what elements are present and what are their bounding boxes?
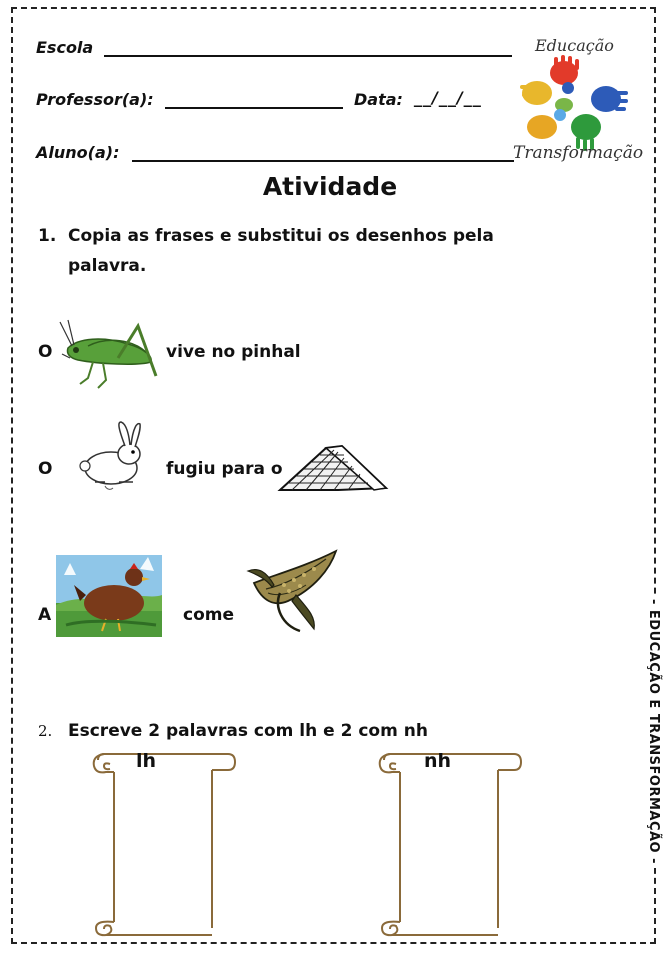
school-label: Escola	[36, 38, 94, 57]
grasshopper-icon	[58, 318, 158, 390]
s2-end: fugiu para o	[166, 459, 283, 479]
hen-icon	[56, 555, 162, 637]
page-title: Atividade	[262, 172, 398, 201]
logo-top-text: Educação	[535, 36, 614, 55]
student-label: Aluno(a):	[36, 143, 120, 162]
s1-end: vive no pinhal	[166, 342, 301, 362]
q2-text: Escreve 2 palavras com lh e 2 com nh	[68, 721, 428, 741]
student-field[interactable]	[132, 160, 514, 162]
logo-mid-text: e	[578, 83, 587, 99]
teacher-field[interactable]	[165, 107, 343, 109]
s1-start: O	[38, 342, 53, 362]
side-watermark-text: - EDUCAÇÃO E TRANSFORMAÇÃO -	[646, 595, 661, 868]
date-field[interactable]: __/__/__	[414, 88, 482, 107]
s3-mid: come	[183, 605, 234, 625]
s2-start: O	[38, 459, 53, 479]
date-label: Data:	[354, 90, 403, 109]
q2-number: 2.	[38, 722, 53, 740]
scroll-nh-area[interactable]	[401, 772, 497, 930]
scroll-nh-label: nh	[424, 750, 452, 772]
q1-number: 1.	[38, 226, 57, 246]
logo-bottom-text: Transformação	[513, 143, 644, 163]
rabbit-icon	[75, 420, 145, 490]
s3-start: A	[38, 605, 52, 625]
roof-icon	[278, 442, 388, 494]
school-field[interactable]	[104, 55, 512, 57]
hands-logo-icon	[520, 55, 640, 155]
scroll-lh-area[interactable]	[115, 772, 211, 930]
q1-text-line1: Copia as frases e substitui os desenhos pela	[68, 226, 494, 246]
teacher-label: Professor(a):	[36, 90, 154, 109]
q1-text-line2: palavra.	[68, 256, 147, 276]
scroll-lh-label: lh	[136, 750, 157, 772]
corn-icon	[244, 545, 344, 635]
